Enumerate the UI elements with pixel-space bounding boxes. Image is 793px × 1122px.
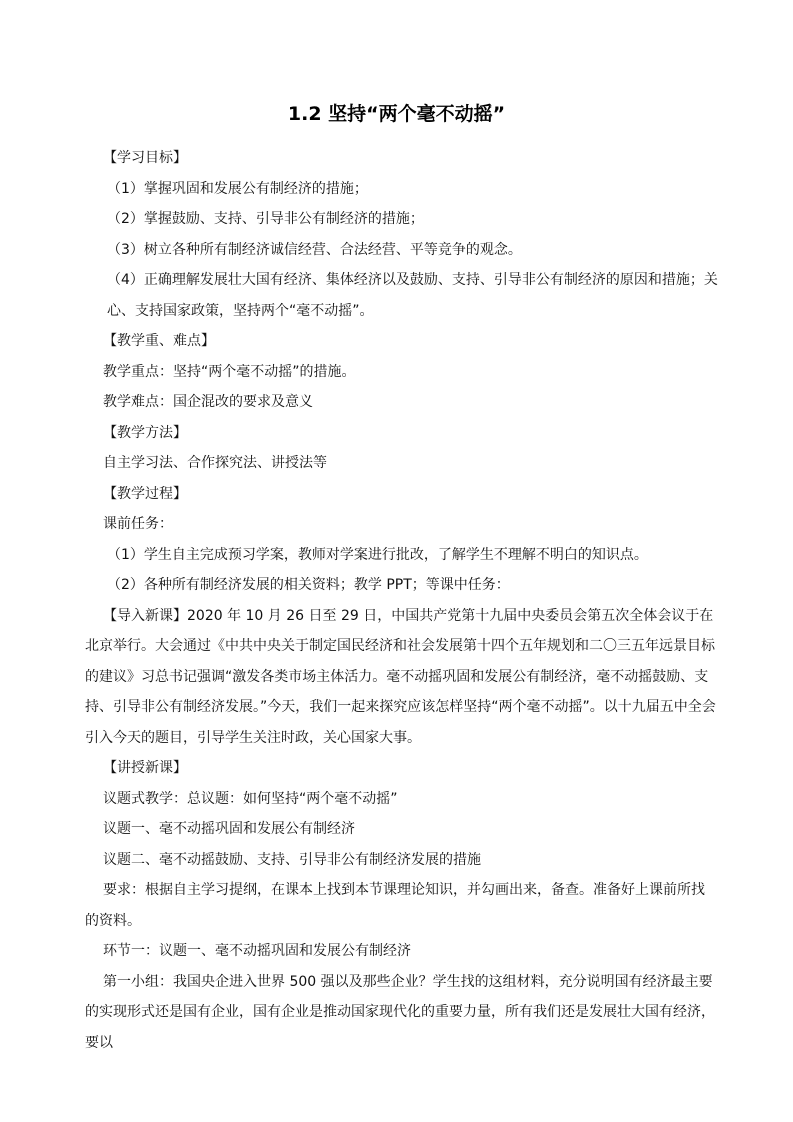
requirement-text: 要求：根据自主学习提纲，在课本上找到本节课理论知识，并勾画出来，备查。准备好上课前所找的资料。 [85,882,705,929]
objective-item: （2）掌握鼓励、支持、引导非公有制经济的措施； [107,211,424,227]
group-paragraph: 第一小组：我国央企进入世界 500 强以及那些企业？学生找的这组材料，充分说明国有经济最主要的实现形式还是国有企业，国有企业是推动国家现代化的重要力量，所有我们还是发展壮大国有经济，要以 [85,973,715,1051]
objective-item: （4）正确理解发展壮大国有经济、集体经济以及鼓励、支持、引导非公有制经济的原因和措施；关心、支持国家政策，坚持两个“毫不动摇”。 [107,272,718,319]
section-heading-objectives: 【学习目标】 [103,150,187,166]
section-heading-new-lesson: 【讲授新课】 [103,760,187,776]
task-item: （1）学生自主完成预习学案，教师对学案进行批改，了解学生不理解不明白的知识点。 [107,546,648,563]
step-heading: 环节一：议题一、毫不动摇巩固和发展公有制经济 [103,943,411,959]
task-item: （2）各种所有制经济发展的相关资料；教学 PPT；等课中任务： [107,577,510,593]
pre-task-label: 课前任务： [103,516,173,532]
objective-item: （1）掌握巩固和发展公有制经济的措施； [107,180,368,197]
topic-item: 议题二、毫不动摇鼓励、支持、引导非公有制经济发展的措施 [103,851,481,868]
method-text: 自主学习法、合作探究法、讲授法等 [103,455,327,471]
document-body [85,143,718,1058]
difficult-point-text: 教学难点：国企混改的要求及意义 [103,394,313,410]
section-heading-key-points: 【教学重、难点】 [103,333,215,349]
section-heading-method: 【教学方法】 [103,424,187,441]
topic-main-text: 议题式教学：总议题：如何坚持“两个毫不动摇” [103,790,398,807]
page-title: 1.2 坚持“两个毫不动摇” [287,103,506,125]
objective-item: （3）树立各种所有制经济诚信经营、合法经营、平等竞争的观念。 [107,241,522,258]
intro-paragraph: 【导入新课】2020 年 10 月 26 日至 29 日，中国共产党第十九届中央委员会第五次全体会议于在北京举行。大会通过《中共中央关于制定国民经济和社会发展第十四个五年规划和二〇三五年远景目标的建议》习总书记强调“激发各类市场主体活力。毫不动摇巩固和发展公有制经济，毫不动摇鼓励、支持、引导非公有制经济发展。”今天，我们一起来探究应该怎样坚持“两个毫不动摇”。以十九届五中全会引入今天的题目，引导学生关注时政，关心国家大事。 [85,607,716,746]
section-heading-process: 【教学过程】 [103,485,187,502]
topic-item: 议题一、毫不动摇巩固和发展公有制经济 [103,821,355,837]
key-point-text: 教学重点：坚持“两个毫不动摇”的措施。 [103,363,356,380]
